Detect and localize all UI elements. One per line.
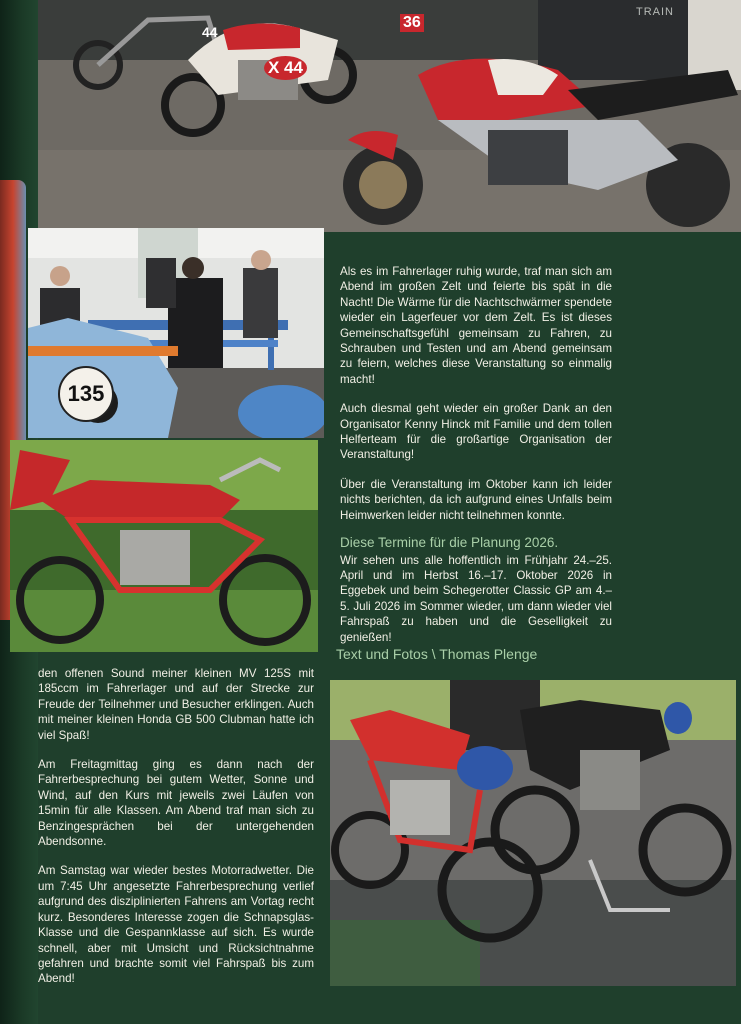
- paragraph: Über die Veranstaltung im Oktober kann ich leider nichts berichten, da ich aufgrund eines Unfalls beim Heimwerken leider nicht teilnehmen konnte.: [340, 477, 612, 522]
- paragraph: Wir sehen uns alle hoffentlich im Frühjahr 24.–25. April und im Herbst 16.–17. Oktober 2026 in Eggebek und beim Schegerotter Classic GP am 4.–5. Juli 2026 im Sommer wieder, um dann wieder viel Fahrspaß zu haben und die Geselligkeit zu genießen!: [340, 553, 612, 644]
- race-number-x44: X 44: [264, 56, 307, 80]
- paragraph: Am Samstag war wieder bestes Motorradwetter. Die um 7:45 Uhr angesetzte Fahrerbesprechung verlief aufgrund des disziplinierten Fahrens am Vortag recht kurz. Besonderes Interesse zogen die Schnapsglas-Klasse und die Gespannklasse auf sich. Es wurde schnell, aber mit Umsicht und Rücksichtnahme gefahren und brachte somit viel Fahrspaß bis zum Abend!: [38, 864, 314, 986]
- photo-top-motorcycles: [38, 0, 741, 232]
- article-right-column: [340, 264, 612, 659]
- article-left-column: [38, 666, 314, 1001]
- paragraph: Als es im Fahrerlager ruhig wurde, traf man sich am Abend im großen Zelt und feierte bis spät in die Nacht! Die Wärme für die Nachtschwärmer spendete wieder ein Lagerfeuer vor dem Zelt. Es ist dieses Gemeinschaftsgefühl gemeinsam zu Fahren, zu Schrauben und Testen und am Abend gemeinsam zu feiern, welches diese Veranstaltung so einmalig macht!: [340, 265, 612, 386]
- photo-credit: Text und Fotos \ Thomas Plenge: [336, 646, 538, 662]
- race-number-135: 135: [58, 366, 114, 422]
- photo-red-racer-grass: [10, 440, 318, 652]
- section-heading: Diese Termine für die Planung 2026.: [340, 535, 559, 551]
- paragraph: Auch diesmal geht wieder ein großer Dank an den Organisator Kenny Hinck mit Familie und dem tollen Helferteam für die großartige Organisation der Veranstaltung!: [340, 402, 612, 462]
- photo-classic-bikes: [330, 680, 736, 986]
- photo-watermark: TRAIN: [636, 6, 674, 18]
- photo-paddock-tent: [28, 228, 324, 438]
- paragraph: Am Freitagmittag ging es dann nach der Fahrerbesprechung bei gutem Wetter, Sonne und Wind, auf den Kurs mit jeweils zwei Läufen von 15min für alle Klassen. Am Abend traf man sich zu Benzingesprächen bei der untergehenden Abendsonne.: [38, 758, 314, 849]
- race-number-36: 36: [400, 14, 424, 32]
- race-number-44: 44: [202, 24, 218, 40]
- paragraph: den offenen Sound meiner kleinen MV 125S mit 185ccm im Fahrerlager und auf der Strecke zur Freude der Teilnehmer und Besucher erklingen. Auch mit meiner kleinen Honda GB 500 Clubman hatte ich viel Spaß!: [38, 667, 314, 742]
